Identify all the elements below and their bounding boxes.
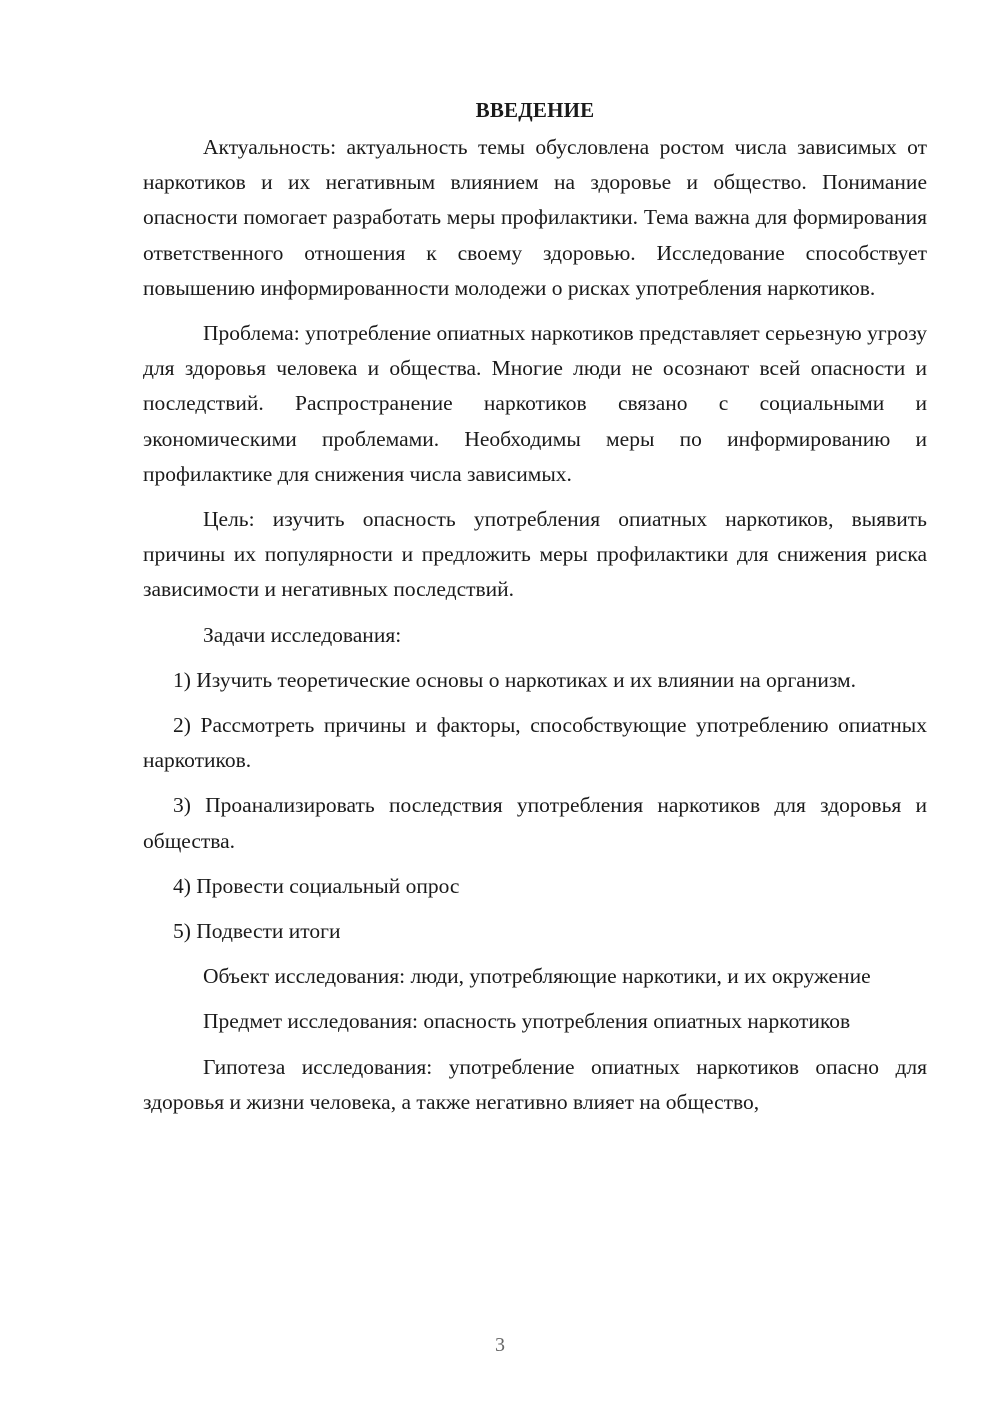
document-page xyxy=(143,95,927,1130)
subject-paragraph: Предмет исследования: опасность употребления опиатных наркотиков xyxy=(203,1009,851,1034)
task-item: 1) Изучить теоретические основы о наркотиках и их влиянии на организм. xyxy=(173,667,857,692)
problem-paragraph: Проблема: употребление опиатных наркотиков представляет серьезную угрозу для здоровья человека и общества. Многие люди не осознают всей опасности и последствий. Распространение наркотиков связано с социальными и экономическими проблемами. Необходимы меры по информированию и профилактике для снижения числа зависимых. xyxy=(143,321,927,486)
goal-paragraph: Цель: изучить опасность употребления опиатных наркотиков, выявить причины их популярности и предложить меры профилактики для снижения риска зависимости и негативных последствий. xyxy=(143,507,927,602)
object-paragraph: Объект исследования: люди, употребляющие наркотики, и их окружение xyxy=(203,964,871,989)
tasks-heading: Задачи исследования: xyxy=(203,622,402,647)
page-number: 3 xyxy=(495,1334,505,1356)
hypothesis-paragraph: Гипотеза исследования: употребление опиатных наркотиков опасно для здоровья и жизни человека, а также негативно влияет на общество, xyxy=(143,1054,927,1114)
task-item: 2) Рассмотреть причины и факторы, способствующие употреблению опиатных наркотиков. xyxy=(143,713,927,773)
task-item: 4) Провести социальный опрос xyxy=(173,873,460,898)
page-title: ВВЕДЕНИЕ xyxy=(475,98,595,122)
task-item: 5) Подвести итоги xyxy=(173,919,341,944)
task-item: 3) Проанализировать последствия употребления наркотиков для здоровья и общества. xyxy=(143,793,927,853)
relevance-paragraph: Актуальность: актуальность темы обусловлена ростом числа зависимых от наркотиков и их негативным влиянием на здоровье и общество. Понимание опасности помогает разработать меры профилактики. Тема важна для формирования ответственного отношения к своему здоровью. Исследование способствует повышению информированности молодежи о рисках употребления наркотиков. xyxy=(143,135,927,300)
